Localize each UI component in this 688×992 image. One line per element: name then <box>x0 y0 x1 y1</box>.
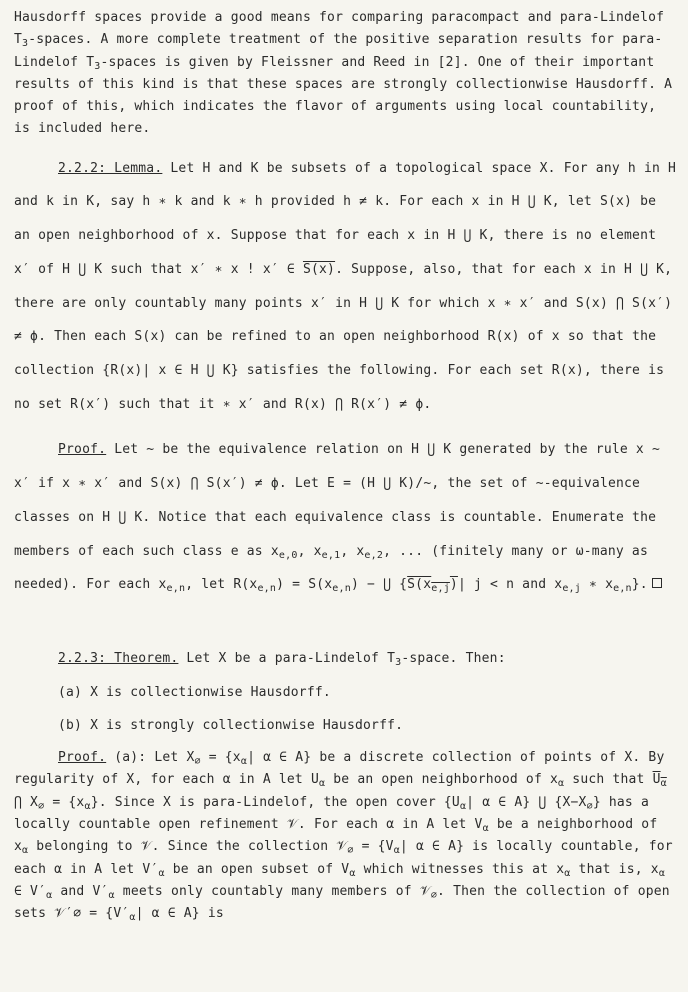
proof-text: (a): Let X <box>106 750 195 766</box>
proof-text: ) − ⋃ { <box>350 577 408 593</box>
theorem-heading: 2.2.3: Theorem. <box>58 650 179 666</box>
proof-text: that is, x <box>570 861 659 877</box>
proof-text: | j < n and x <box>457 577 563 593</box>
subscript: α <box>558 778 565 790</box>
subscript: α <box>129 912 136 924</box>
proof-text: , x <box>340 543 365 559</box>
theorem-item-a: (a) X is collectionwise Hausdorff. <box>58 684 331 700</box>
subscript: α <box>393 845 400 857</box>
proof-heading: Proof. <box>58 442 107 458</box>
subscript: α <box>22 845 29 857</box>
intro-text-3: -spaces is given by Fleissner and Reed in [2]. One of their important results of this kind is that these spaces are strongly collectionwise Hausdorff. A proof of this, which indicates the flavor of arguments using local countability, is included here. <box>14 54 673 137</box>
subscript: α <box>46 889 53 901</box>
theorem-paragraph <box>14 642 678 676</box>
proof-text: = {x <box>44 794 85 810</box>
proof-text: . Then the collection of open sets 𝒱′∅ = {V′ <box>14 883 670 922</box>
proof-heading: Proof. <box>58 750 107 766</box>
proof-text: , x <box>297 543 322 559</box>
closure-text: ) <box>449 577 458 593</box>
proof-text: meets only countably many members of 𝒱 <box>114 883 431 899</box>
proof-text: belonging to 𝒱. Since the collection 𝒱 <box>28 839 348 855</box>
subscript: α <box>459 800 467 812</box>
theorem-item-b: (b) X is strongly collectionwise Hausdorff. <box>58 718 404 734</box>
proof-text: be a neighborhood of x <box>14 816 658 855</box>
subscript: α <box>158 867 165 879</box>
proof-text: ∗ x <box>580 577 614 593</box>
intro-paragraph <box>14 7 678 141</box>
proof-text: and V′ <box>52 883 109 899</box>
subscript: α <box>349 867 356 879</box>
proof-text: , let R(x <box>185 577 258 593</box>
subscript: e,1 <box>321 549 341 561</box>
proof-text: }. Since X is para-Lindelof, the open cover {U <box>90 794 460 810</box>
subscript: ∅ <box>586 800 593 812</box>
document-page <box>14 7 678 925</box>
theorem-text: -space. Then: <box>401 650 506 666</box>
subscript: α <box>240 756 248 768</box>
lemma-heading: 2.2.2: Lemma. <box>58 160 163 176</box>
proof-text: | α ∈ A} is <box>135 906 224 922</box>
subscript: α <box>108 889 115 901</box>
subscript: e,n <box>257 583 277 595</box>
closure-s-xej <box>407 577 458 595</box>
subscript: α <box>84 800 91 812</box>
qed-square-icon <box>652 578 662 588</box>
subscript: α <box>658 867 666 879</box>
intro-text-2: -spaces. A more complete treatment of the positive separation results for para-Lindelof T <box>14 32 663 70</box>
subscript: α <box>660 778 667 790</box>
proof-text: ⋂ X <box>14 794 39 810</box>
subscript: ∅ <box>194 756 201 768</box>
proof-text: = {V <box>353 839 394 855</box>
proof-text: be an open subset of V <box>164 861 350 877</box>
closure-text: U <box>652 772 661 788</box>
proof-text: } has a locally countable open refinement 𝒱. For each α in A let V <box>14 794 649 832</box>
subscript: e,2 <box>364 549 384 561</box>
t3-subscript: 3 <box>94 60 101 72</box>
proof-text: be an open neighborhood of x <box>325 772 559 788</box>
lemma-paragraph <box>14 152 678 422</box>
closure-s-x: S(x) <box>302 261 336 277</box>
proof-text: , ... (finitely many or ω-many as needed). For each x <box>14 543 648 593</box>
proof-text: ∈ V′ <box>14 883 47 899</box>
proof-text: such that <box>564 772 653 788</box>
proof-text: which witnesses this at x <box>355 861 565 877</box>
t3-subscript: 3 <box>395 656 402 668</box>
closure-text: S(x <box>407 577 432 593</box>
theorem-proof-paragraph <box>14 747 678 925</box>
subscript: ∅ <box>430 889 438 901</box>
theorem-text: Let X be a para-Lindelof T <box>178 650 396 666</box>
subscript: e,n <box>613 583 632 595</box>
proof-text: | α ∈ A} ⋃ {X−X <box>466 794 587 810</box>
proof-text: Let ~ be the equivalence relation on H ⋃ K generated by the rule x ~ x′ if x ∗ x′ and S(x) ⋂ S(x′) ≠ ϕ. Let E = (H ⋃ K)/~, the set of ~-equivalence classes on H ⋃ K. Notice that each equivalence class is countable. Enumerate the members of each such class e as x <box>14 442 661 559</box>
subscript: α <box>482 822 489 834</box>
subscript: e,n <box>166 583 186 595</box>
lemma-text-2: . Suppose, also, that for each x in H ⋃ K, there are only countably many points x′ in H ⋃ K for which x ∗ x′ and S(x) ⋂ S(x′) ≠ ϕ. Then each S(x) can be refined to an open neighborhood R(x) of x so that the collection {R(x)| x ∈ H ⋃ K} satisfies the following. For each set R(x), there is no set R(x′) such that it ∗ x′ and R(x) ⋂ R(x′) ≠ ϕ. <box>14 261 673 412</box>
subscript: α <box>564 867 571 879</box>
proof-text: }. <box>631 577 648 593</box>
lemma-text-1: Let H and K be subsets of a topological space X. For any h in H and k in K, say h ∗ k and k ∗ h provided h ≠ k. For each x in H ⋃ K, let S(x) be an open neighborhood of x. Suppose that for each x in H ⋃ K, there is no element x′ of H ⋃ K such that x′ ∗ x ! x′ ∈ <box>14 160 677 277</box>
closure-u-alpha <box>652 772 667 790</box>
subscript: α <box>319 778 326 790</box>
proof-text: ) = S(x <box>276 577 333 593</box>
proof-text: | α ∈ A} be a discrete collection of points of X. By regularity of X, for each α in A let U <box>14 750 665 788</box>
intro-text-1: Hausdorff spaces provide a good means for comparing paracompact and para-Lindelof T <box>14 10 665 48</box>
subscript: ∅ <box>38 800 45 812</box>
proof-text: = {x <box>200 750 241 766</box>
lemma-proof-paragraph <box>14 433 678 602</box>
subscript: e,j <box>431 583 450 595</box>
subscript: e,n <box>332 583 351 595</box>
proof-text: | α ∈ A} is locally countable, for each α in A let V′ <box>14 839 673 877</box>
t3-subscript: 3 <box>22 38 29 50</box>
subscript: e,0 <box>278 549 298 561</box>
subscript: e,j <box>562 583 581 595</box>
subscript: ∅ <box>347 845 354 857</box>
